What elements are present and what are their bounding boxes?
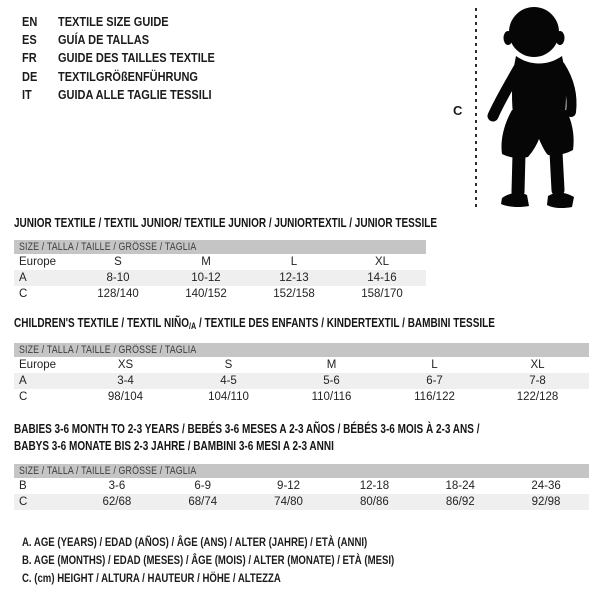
table-cell: 68/74 — [188, 496, 218, 508]
table-cell: L — [290, 256, 298, 268]
footnote-a: A. AGE (YEARS) / EDAD (AÑOS) / ÂGE (ANS) / ALTER (JAHRE) / ETÀ (ANNI) — [22, 535, 368, 549]
footnote-c: C. (cm) HEIGHT / ALTURA / HAUTEUR / HÖHE / ALTEZZA — [22, 571, 281, 585]
lang-label: GUIDE DES TAILLES TEXTILE — [58, 51, 215, 66]
table-cell: 12-18 — [359, 480, 390, 492]
table-cell: 10-12 — [191, 272, 221, 284]
table-cell: 5-6 — [323, 375, 340, 387]
table-cell: 12-13 — [279, 272, 309, 284]
table-cell: M — [326, 359, 337, 371]
table-cell: A — [19, 375, 27, 387]
table-cell: 14-16 — [367, 272, 397, 284]
table-cell: 86/92 — [445, 496, 475, 508]
table-cell: 62/68 — [102, 496, 132, 508]
lang-label: GUIDA ALLE TAGLIE TESSILI — [58, 87, 212, 102]
table-cell: 128/140 — [97, 288, 139, 300]
junior-section-title: JUNIOR TEXTILE / TEXTIL JUNIOR/ TEXTILE JUNIOR / JUNIORTEXTIL / JUNIOR TESSILE — [14, 216, 438, 230]
footnote-b: B. AGE (MONTHS) / EDAD (MESES) / ÂGE (MOIS) / ALTER (MONATE) / ETÀ (MESI) — [22, 553, 395, 567]
table-cell: 122/128 — [516, 391, 559, 403]
table-cell: C — [19, 288, 28, 300]
language-title-list — [22, 13, 236, 104]
lang-row-es — [22, 31, 236, 49]
table-cell: 158/170 — [361, 288, 403, 300]
table-cell: 7-8 — [529, 375, 546, 387]
table-cell: 3-4 — [117, 375, 134, 387]
subscript-text: /A — [188, 321, 197, 331]
size-header-bar: SIZE / TALLA / TAILLE / GRÖSSE / TAGLIA — [14, 464, 589, 478]
lang-code: DE — [22, 69, 38, 84]
table-cell: 80/86 — [360, 496, 389, 508]
size-header-bar: SIZE / TALLA / TAILLE / GRÖSSE / TAGLIA — [14, 343, 589, 357]
table-row — [14, 373, 589, 389]
lang-code: IT — [22, 87, 32, 102]
lang-row-en — [22, 13, 236, 31]
table-row — [14, 270, 426, 286]
table-cell: M — [201, 256, 211, 268]
height-measure-label: C — [453, 103, 463, 118]
table-cell: XS — [117, 359, 134, 371]
lang-code: ES — [22, 33, 37, 48]
children-size-table — [14, 343, 589, 405]
baby-silhouette-icon — [482, 4, 596, 210]
table-row — [14, 286, 426, 302]
table-cell: 6-9 — [194, 480, 212, 492]
lang-label: TEXTILGRÖßENFÜHRUNG — [58, 69, 198, 84]
table-cell: A — [19, 272, 27, 284]
table-cell: C — [19, 391, 28, 403]
table-cell: B — [19, 480, 27, 492]
table-cell: Europe — [19, 359, 57, 371]
table-cell: 74/80 — [274, 496, 303, 508]
table-cell: 116/122 — [414, 391, 455, 403]
table-cell: 4-5 — [220, 375, 237, 387]
size-header-bar: SIZE / TALLA / TAILLE / GRÖSSE / TAGLIA — [14, 240, 426, 254]
lang-code: FR — [22, 51, 37, 66]
children-section-title: CHILDREN'S TEXTILE / TEXTIL NIÑO/A / TEXTILE DES ENFANTS / KINDERTEXTIL / BAMBINI TESSILE — [14, 316, 495, 331]
column-header-row — [14, 357, 589, 373]
table-cell: XL — [374, 256, 390, 268]
lang-row-de — [22, 68, 236, 86]
table-cell: 6-7 — [426, 375, 443, 387]
table-cell: 3-6 — [108, 480, 126, 492]
junior-size-table — [14, 240, 426, 302]
babies-size-table — [14, 464, 589, 510]
table-cell: S — [224, 359, 233, 371]
table-cell: 98/104 — [107, 391, 144, 403]
lang-row-fr — [22, 49, 236, 67]
table-cell: Europe — [19, 256, 57, 268]
babies-section-title: BABIES 3-6 MONTH TO 2-3 YEARS / BEBÉS 3-6 MESES A 2-3 AÑOS / BÉBÉS 3-6 MOIS À 2-3 ANS / BABYS 3-6 MONATE BIS 2-3 JAHRE / BAMBINI 3-6 MESI A 2-3 ANNI — [14, 422, 480, 453]
table-cell: L — [431, 359, 438, 371]
table-cell: 8-10 — [106, 272, 130, 284]
lang-label: GUÍA DE TALLAS — [58, 33, 150, 48]
table-row — [14, 494, 589, 510]
lang-code: EN — [22, 15, 38, 30]
column-header-row — [14, 254, 426, 270]
table-row — [14, 478, 589, 494]
table-cell: 92/98 — [531, 496, 561, 508]
table-cell: XL — [530, 359, 545, 371]
lang-row-it — [22, 86, 236, 104]
table-cell: S — [114, 256, 122, 268]
table-cell: 18-24 — [445, 480, 475, 492]
table-cell: 9-12 — [277, 480, 301, 492]
height-measure-line — [475, 8, 477, 208]
footnotes — [22, 535, 487, 589]
table-cell: 152/158 — [273, 288, 315, 300]
table-cell: 140/152 — [185, 288, 227, 300]
table-cell: C — [19, 496, 28, 508]
table-cell: 24-36 — [531, 480, 561, 492]
table-row — [14, 389, 589, 405]
lang-label: TEXTILE SIZE GUIDE — [58, 15, 169, 30]
table-cell: 104/110 — [208, 391, 249, 403]
table-cell: 110/116 — [311, 391, 352, 403]
